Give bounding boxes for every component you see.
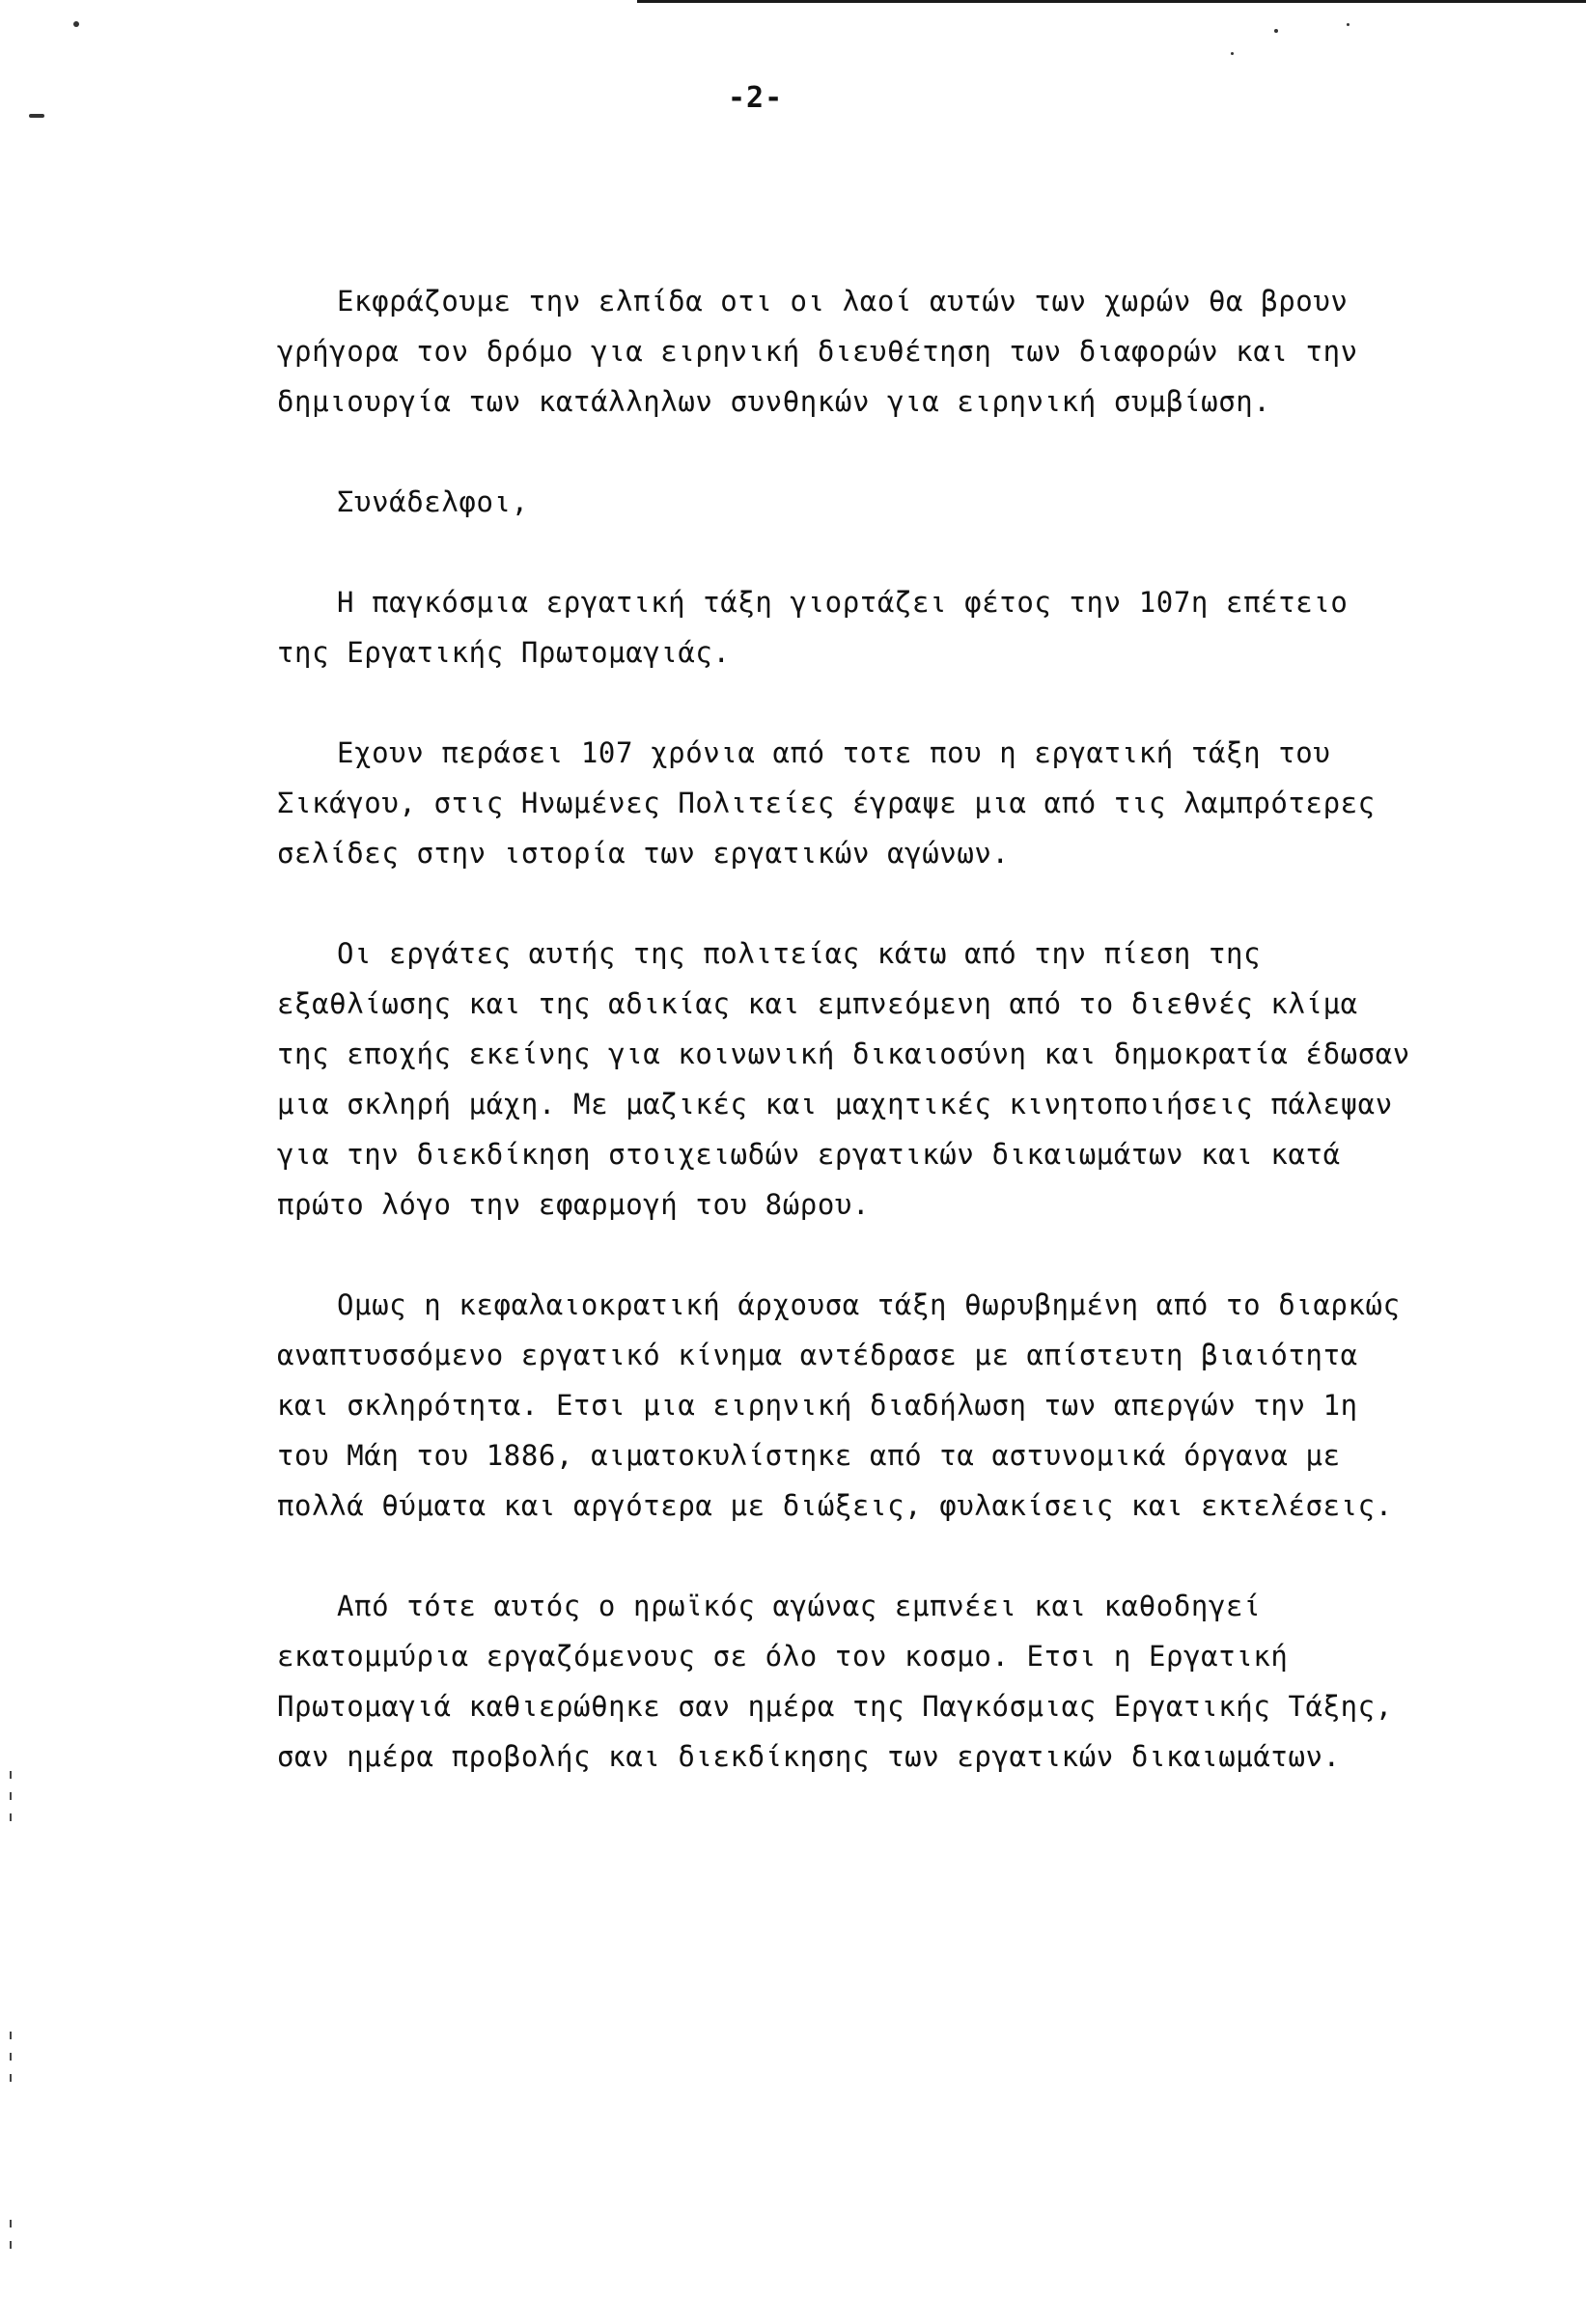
text-line: σελίδες στην ιστορία των εργατικών αγώνων. bbox=[277, 837, 1010, 870]
text-line: πολλά θύματα και αργότερα με διώξεις, φυλακίσεις και εκτελέσεις. bbox=[277, 1489, 1393, 1522]
scan-mark bbox=[10, 2220, 12, 2227]
text-line: πρώτο λόγο την εφαρμογή του 8ώρου. bbox=[277, 1188, 871, 1221]
text-line: Από τότε αυτός ο ηρωϊκός αγώνας εμπνέει και καθοδηγεί bbox=[337, 1590, 1262, 1622]
scan-mark bbox=[10, 1813, 12, 1821]
paragraph bbox=[277, 577, 1349, 678]
text-line: της Εργατικής Πρωτομαγιάς. bbox=[277, 636, 731, 669]
scan-mark bbox=[10, 2032, 12, 2039]
scan-mark bbox=[10, 1792, 12, 1800]
top-scan-rule bbox=[637, 0, 1586, 3]
text-line: Πρωτομαγιά καθιερώθηκε σαν ημέρα της Παγκόσμιας Εργατικής Τάξης, bbox=[277, 1690, 1393, 1723]
paragraph bbox=[277, 276, 1358, 427]
paragraph bbox=[277, 728, 1376, 878]
scan-mark bbox=[10, 2074, 12, 2082]
margin-scan-marks bbox=[10, 2032, 13, 2095]
text-line: αναπτυσσόμενο εργατικό κίνημα αντέδρασε με απίστευτη βιαιότητα bbox=[277, 1339, 1358, 1371]
margin-scan-marks bbox=[10, 1771, 13, 1835]
paragraph bbox=[277, 928, 1410, 1230]
text-line: Συνάδελφοι, bbox=[337, 485, 529, 518]
paragraph bbox=[277, 1581, 1393, 1782]
scan-speck bbox=[1231, 52, 1234, 55]
text-line: Σικάγου, στις Ηνωμένες Πολιτείες έγραψε μια από τις λαμπρότερες bbox=[277, 787, 1376, 819]
text-line: της εποχής εκείνης για κοινωνική δικαιοσύνη και δημοκρατία έδωσαν bbox=[277, 1038, 1410, 1070]
text-line: του Μάη του 1886, αιματοκυλίστηκε από τα αστυνομικά όργανα με bbox=[277, 1439, 1341, 1472]
text-line: Η παγκόσμια εργατική τάξη γιορτάζει φέτος την 107η επέτειο bbox=[337, 586, 1349, 619]
paragraph bbox=[277, 1280, 1401, 1531]
text-line: εκατομμύρια εργαζόμενους σε όλο τον κοσμο. Ετσι η Εργατική bbox=[277, 1640, 1289, 1673]
margin-scan-marks bbox=[10, 2220, 13, 2262]
scan-speck bbox=[29, 114, 44, 118]
text-line: Οι εργάτες αυτής της πολιτείας κάτω από την πίεση της bbox=[337, 937, 1262, 970]
text-line: σαν ημέρα προβολής και διεκδίκησης των εργατικών δικαιωμάτων. bbox=[277, 1740, 1341, 1773]
text-line: εξαθλίωσης και της αδικίας και εμπνεόμενη από το διεθνές κλίμα bbox=[277, 987, 1358, 1020]
scan-speck bbox=[1274, 29, 1278, 33]
text-line: γρήγορα τον δρόμο για ειρηνική διευθέτηση των διαφορών και την bbox=[277, 335, 1358, 368]
body-text bbox=[277, 276, 1410, 1832]
scan-mark bbox=[10, 1771, 12, 1779]
text-line: για την διεκδίκηση στοιχειωδών εργατικών δικαιωμάτων και κατά bbox=[277, 1138, 1341, 1171]
text-line: Εκφράζουμε την ελπίδα οτι οι λαοί αυτών των χωρών θα βρουν bbox=[337, 285, 1349, 318]
text-line: μια σκληρή μάχη. Με μαζικές και μαχητικές κινητοποιήσεις πάλεψαν bbox=[277, 1088, 1393, 1120]
salutation bbox=[277, 477, 1349, 527]
text-line: και σκληρότητα. Ετσι μια ειρηνική διαδήλωση των απεργών την 1η bbox=[277, 1389, 1358, 1422]
page-number: -2- bbox=[728, 81, 784, 115]
scan-speck bbox=[73, 21, 79, 27]
text-line: δημιουργία των κατάλληλων συνθηκών για ειρηνική συμβίωση. bbox=[277, 385, 1271, 418]
text-line: Ομως η κεφαλαιοκρατική άρχουσα τάξη θωρυβημένη από το διαρκώς bbox=[337, 1288, 1401, 1321]
scan-speck bbox=[1347, 23, 1349, 26]
scan-mark bbox=[10, 2241, 12, 2249]
scan-mark bbox=[10, 2053, 12, 2061]
text-line: Εχουν περάσει 107 χρόνια από τοτε που η εργατική τάξη του bbox=[337, 736, 1331, 769]
